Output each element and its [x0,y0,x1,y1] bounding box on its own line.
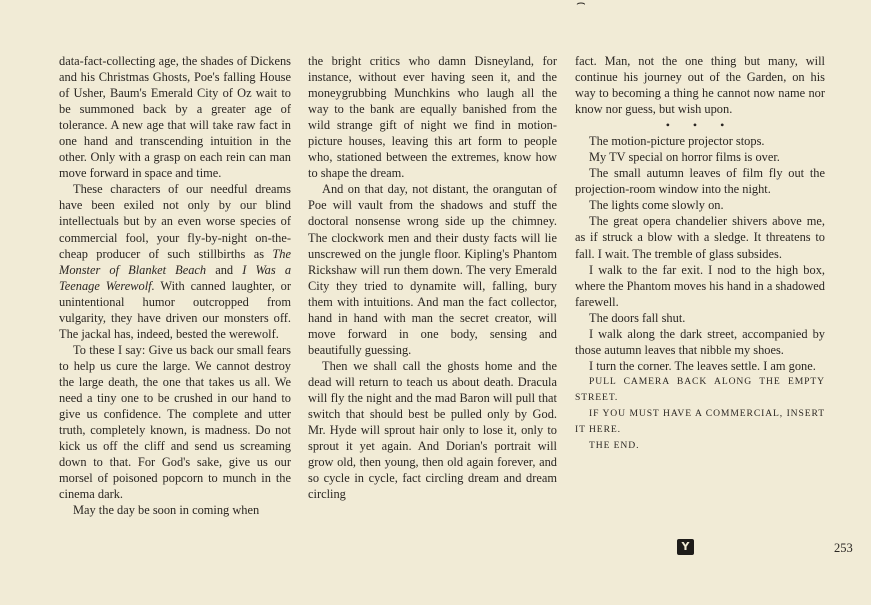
text-run: These characters of our needful dreams have been exiled not only by our blind intellectuals but by an even worse species of commercial fool, your fly-by-night on-the-cheap producer of such stillbirths as [59,182,291,261]
paragraph: My TV special on horror films is over. [589,150,780,165]
text-column-middle [308,53,557,502]
paragraph: May the day be soon in coming when [73,503,260,518]
page-top-mark: ⌢ [576,0,586,11]
paragraph: I walk along the dark street, accompanied by those autumn leaves that nibble my shoes. [575,326,825,357]
page-number: 253 [834,541,853,555]
script-direction: THE END. [589,440,640,452]
film-title: I Was a Teenage Werewolf. [59,262,292,293]
text-column-right [575,53,825,454]
paragraph: The doors fall shut. [589,310,686,325]
paragraph: The motion-picture projector stops. [589,134,765,149]
paragraph [59,181,291,341]
paragraph: the bright critics who damn Disneyland, for instance, without ever having seen it, and the moneygrubbing Munchkins who laugh all the way to the bank are equally banished from the wild strange gift of night we find in motion-picture houses, leaving this art form to people who, stationed between the extremes, know how to shape the dream. [308,54,557,181]
paragraph: data-fact-collecting age, the shades of Dickens and his Christmas Ghosts, Poe's falling House of Usher, Baum's Emerald City of Oz wait to be summoned back by a greater age of tolerance. A new age that will take raw fact in one hand and transcending intuition in the other. Only with a grasp on each rein can man move forward in space and time. [59,54,291,181]
playboy-bunny-logo-icon: Y [677,539,694,555]
section-separator: • • • [665,118,735,133]
script-direction: IF YOU MUST HAVE A COMMERCIAL, INSERT IT HERE. [575,407,825,436]
paragraph: To these I say: Give us back our small fears to help us cure the large. We cannot destroy the large death, the one that takes us all. We need a tiny one to be crushed in our hand to give us confidence. The complete and utter truth, completely known, is madness. Do not kick us off the cliff and send us screaming down to that. For God's sake, give us our morsel of poisoned popcorn to munch in the cinema dark. [59,342,291,502]
text-run: and [206,262,243,277]
paragraph: I walk to the far exit. I nod to the high box, where the Phantom moves his hand in a shadowed farewell. [575,262,825,309]
film-title: The Monster of Blanket Beach [59,246,291,277]
paragraph: Then we shall call the ghosts home and the dead will return to teach us about death. Dracula will fly the night and the mad Baron will pull that switch that should best be pulled only by God. Mr. Hyde will sprout hair only to lose it, only to sprout it yet again. And Dorian's portrait will grow old, then young, then old again forever, and so cycle in cycle, fact circling dream and dream circling [308,358,557,502]
paragraph: The small autumn leaves of film fly out the projection-room window into the night. [575,166,825,197]
paragraph: The great opera chandelier shivers above me, as if struck a blow with a sledge. It threatens to fall. I wait. The tremble of glass subsides. [575,214,825,261]
paragraph: fact. Man, not the one thing but many, will continue his journey out of the Garden, on his way to becoming a thing he cannot now name nor know nor guess, but wish upon. [575,54,825,117]
paragraph: I turn the corner. The leaves settle. I am gone. [589,358,816,373]
text-column-left [59,53,291,518]
paragraph: The lights come slowly on. [589,198,724,213]
paragraph: And on that day, not distant, the orangutan of Poe will vault from the shadows and stuff the doctoral nonsense wrong side up the chimney. The clockwork men and their dusty facts will lie unscrewed on the jungle floor. Kipling's Phantom Rickshaw will run them down. The very Emerald City they tried to dynamite will, falling, bury them with intuitions. And man the fact collector, hand in hand with man the secret creator, will move forward in one body, sensing and beautifully guessing. [308,182,557,357]
text-run: With canned laughter, or unintentional humor outcropped from vulgarity, they have driven our monsters off. The jackal has, indeed, bested the werewolf. [59,278,291,341]
script-direction: PULL CAMERA BACK ALONG THE EMPTY STREET. [575,375,825,403]
